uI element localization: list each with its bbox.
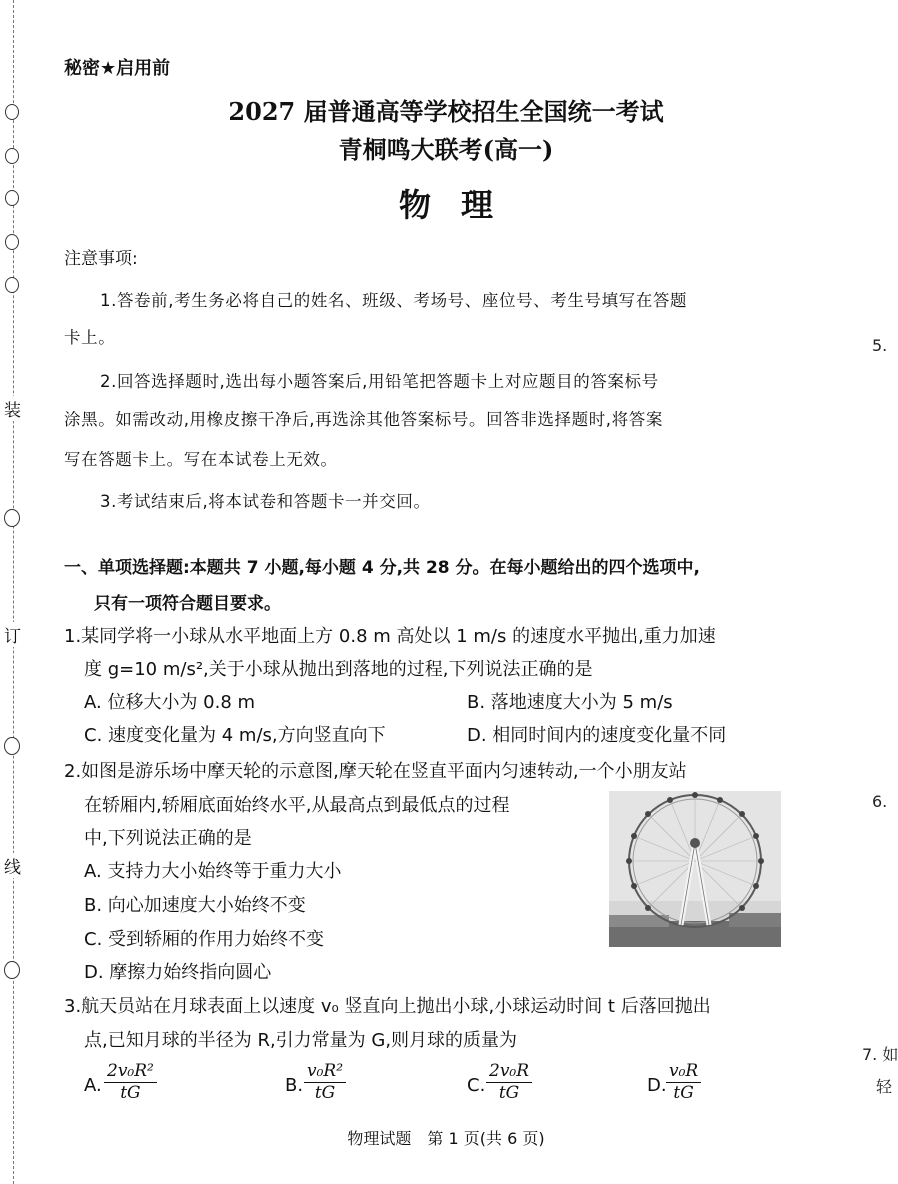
q3-option-b-fraction: [304, 1062, 346, 1103]
note-line: 写在答题卡上。写在本试卷上无效。: [64, 450, 338, 469]
q3-option-d-fraction: [666, 1062, 701, 1103]
binding-hole-icon: [4, 961, 20, 979]
note-line: 1.答卷前,考生务必将自己的姓名、班级、考场号、座位号、考生号填写在答题: [100, 291, 688, 310]
question-1-stem-cont: 度 g=10 m/s²,关于小球从抛出到落地的过程,下列说法正确的是: [84, 659, 593, 680]
q3-option-c-label: C.: [467, 1075, 486, 1096]
fraction-numerator: 2v₀R: [486, 1062, 532, 1083]
q3-option-c-fraction: [486, 1062, 532, 1103]
q1-option-a: A. 位移大小为 0.8 m: [84, 692, 256, 713]
adjacent-page-number: 7. 如: [862, 1045, 898, 1064]
fraction-denominator: tG: [120, 1083, 141, 1103]
note-line: 2.回答选择题时,选出每小题答案后,用铅笔把答题卡上对应题目的答案标号: [100, 372, 659, 391]
adjacent-page-fragment: 轻: [876, 1077, 893, 1096]
subject-title: 物理: [398, 186, 523, 224]
binding-hole-icon: [5, 277, 19, 293]
fraction-denominator: tG: [673, 1083, 694, 1103]
note-line: 涂黑。如需改动,用橡皮擦干净后,再选涂其他答案标号。回答非选择题时,将答案: [64, 410, 663, 429]
exam-title: 2027 届普通高等学校招生全国统一考试: [228, 97, 664, 126]
question-3-stem: 3.航天员站在月球表面上以速度 v₀ 竖直向上抛出小球,小球运动时间 t 后落回抛出: [64, 996, 711, 1017]
section-heading-cont: 只有一项符合题目要求。: [94, 594, 281, 614]
q1-option-b: B. 落地速度大小为 5 m/s: [467, 692, 673, 713]
question-3-stem-cont: 点,已知月球的半径为 R,引力常量为 G,则月球的质量为: [84, 1030, 518, 1051]
section-heading: 一、单项选择题:本题共 7 小题,每小题 4 分,共 28 分。在每小题给出的四个选项中,: [64, 558, 700, 578]
note-line: 3.考试结束后,将本试卷和答题卡一并交回。: [100, 492, 431, 511]
exam-subtitle: 青桐鸣大联考(高一): [338, 135, 554, 164]
binding-dashed-line: [13, 0, 14, 1184]
question-1-stem: 1.某同学将一小球从水平地面上方 0.8 m 高处以 1 m/s 的速度水平抛出,重力加速: [64, 626, 716, 647]
page-footer: 物理试题 第 1 页(共 6 页): [347, 1129, 545, 1148]
q1-option-c: C. 速度变化量为 4 m/s,方向竖直向下: [84, 725, 386, 746]
confidential-label: 秘密★启用前: [64, 58, 171, 79]
notes-heading: 注意事项:: [64, 249, 138, 269]
fraction-numerator: v₀R²: [304, 1062, 346, 1083]
adjacent-page-number: 5.: [872, 336, 888, 355]
q3-option-b-label: B.: [285, 1075, 304, 1096]
adjacent-page-number: 6.: [872, 792, 888, 811]
binding-char-zhuang: 装: [4, 396, 21, 421]
q2-option-c: C. 受到轿厢的作用力始终不变: [84, 929, 325, 950]
ferris-wheel-photo: [609, 791, 781, 947]
q3-option-a-fraction: [104, 1062, 157, 1103]
q2-option-b: B. 向心加速度大小始终不变: [84, 895, 306, 916]
binding-char-xian: 线: [4, 853, 21, 878]
binding-hole-icon: [4, 509, 20, 527]
fraction-numerator: v₀R: [666, 1062, 701, 1083]
binding-hole-icon: [5, 234, 19, 250]
q3-option-d-label: D.: [647, 1075, 667, 1096]
q2-option-d: D. 摩擦力始终指向圆心: [84, 962, 272, 983]
q1-option-d: D. 相同时间内的速度变化量不同: [467, 725, 727, 746]
note-line: 卡上。: [64, 328, 116, 347]
question-2-stem: 2.如图是游乐场中摩天轮的示意图,摩天轮在竖直平面内匀速转动,一个小朋友站: [64, 761, 687, 782]
fraction-denominator: tG: [498, 1083, 520, 1103]
q2-option-a: A. 支持力大小始终等于重力大小: [84, 861, 342, 882]
binding-hole-icon: [4, 737, 20, 755]
binding-char-ding: 订: [4, 622, 21, 647]
question-2-stem-cont: 在轿厢内,轿厢底面始终水平,从最高点到最低点的过程: [84, 795, 510, 816]
q3-option-a-label: A.: [84, 1075, 102, 1096]
fraction-numerator: 2v₀R²: [104, 1062, 157, 1083]
fraction-denominator: tG: [314, 1083, 336, 1103]
question-2-stem-cont: 中,下列说法正确的是: [84, 828, 252, 849]
